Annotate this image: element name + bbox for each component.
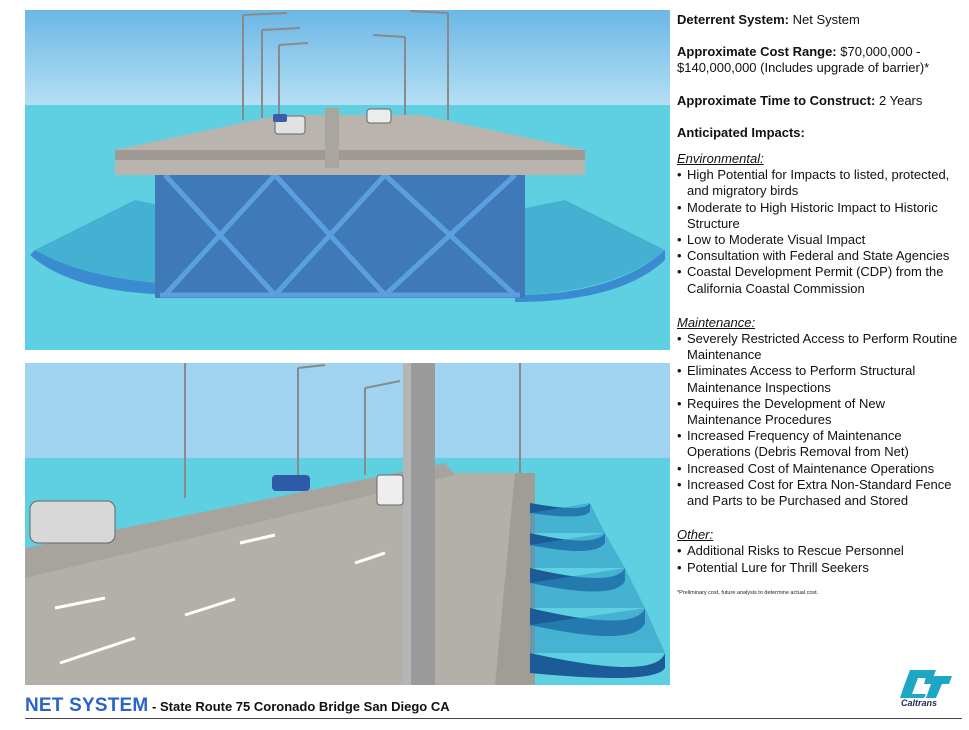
list-item: • Increased Cost of Maintenance Operations xyxy=(677,461,962,477)
list-item: • Potential Lure for Thrill Seekers xyxy=(677,560,962,576)
bridge-deck-rendering xyxy=(25,363,670,685)
time-value: 2 Years xyxy=(879,92,923,108)
impacts-heading-line xyxy=(677,125,962,141)
list-item: • High Potential for Impacts to listed, protected, and migratory birds xyxy=(677,167,962,199)
caltrans-logo-text: Caltrans xyxy=(901,698,938,708)
deterrent-value: Net System xyxy=(792,12,860,27)
bridge-underside-rendering xyxy=(25,10,670,350)
list-item: • Severely Restricted Access to Perform Routine Maintenance xyxy=(677,331,962,363)
cost-footnote: *Preliminary cost, future analysis to determine actual cost. xyxy=(677,589,819,596)
maintenance-heading: Maintenance: xyxy=(677,314,756,330)
footer-divider xyxy=(25,718,962,719)
list-item: • Additional Risks to Rescue Personnel xyxy=(677,543,962,559)
cost-label: Approximate Cost Range: xyxy=(677,44,837,60)
list-item: • Requires the Development of New Maintenance Procedures xyxy=(677,396,962,428)
cost-value: $70,000,000 - $140,000,000 (Includes upgrade of barrier)* xyxy=(677,44,930,76)
environmental-list xyxy=(677,167,962,297)
maintenance-list xyxy=(677,331,962,509)
time-line xyxy=(677,93,962,109)
time-label: Approximate Time to Construct: xyxy=(677,92,876,108)
text-column xyxy=(677,12,962,597)
page-title xyxy=(25,695,450,717)
impacts-heading: Anticipated Impacts: xyxy=(677,124,805,140)
list-item: • Low to Moderate Visual Impact xyxy=(677,232,962,248)
deterrent-system-line xyxy=(677,12,962,28)
environmental-heading: Environmental: xyxy=(677,151,764,167)
list-item: • Coastal Development Permit (CDP) from the California Coastal Commission xyxy=(677,264,962,296)
page-title-main: NET SYSTEM xyxy=(25,695,149,716)
other-heading: Other: xyxy=(677,527,714,543)
list-item: • Moderate to High Historic Impact to Historic Structure xyxy=(677,200,962,232)
page-title-subtitle: - State Route 75 Coronado Bridge San Diego CA xyxy=(148,699,450,714)
list-item: • Eliminates Access to Perform Structural Maintenance Inspections xyxy=(677,363,962,395)
list-item: • Increased Frequency of Maintenance Operations (Debris Removal from Net) xyxy=(677,428,962,460)
cost-range-line xyxy=(677,44,962,76)
list-item: • Increased Cost for Extra Non-Standard Fence and Parts to be Purchased and Stored xyxy=(677,477,962,509)
other-list xyxy=(677,543,962,575)
list-item: • Consultation with Federal and State Agencies xyxy=(677,248,962,264)
deterrent-label: Deterrent System: xyxy=(677,12,789,27)
